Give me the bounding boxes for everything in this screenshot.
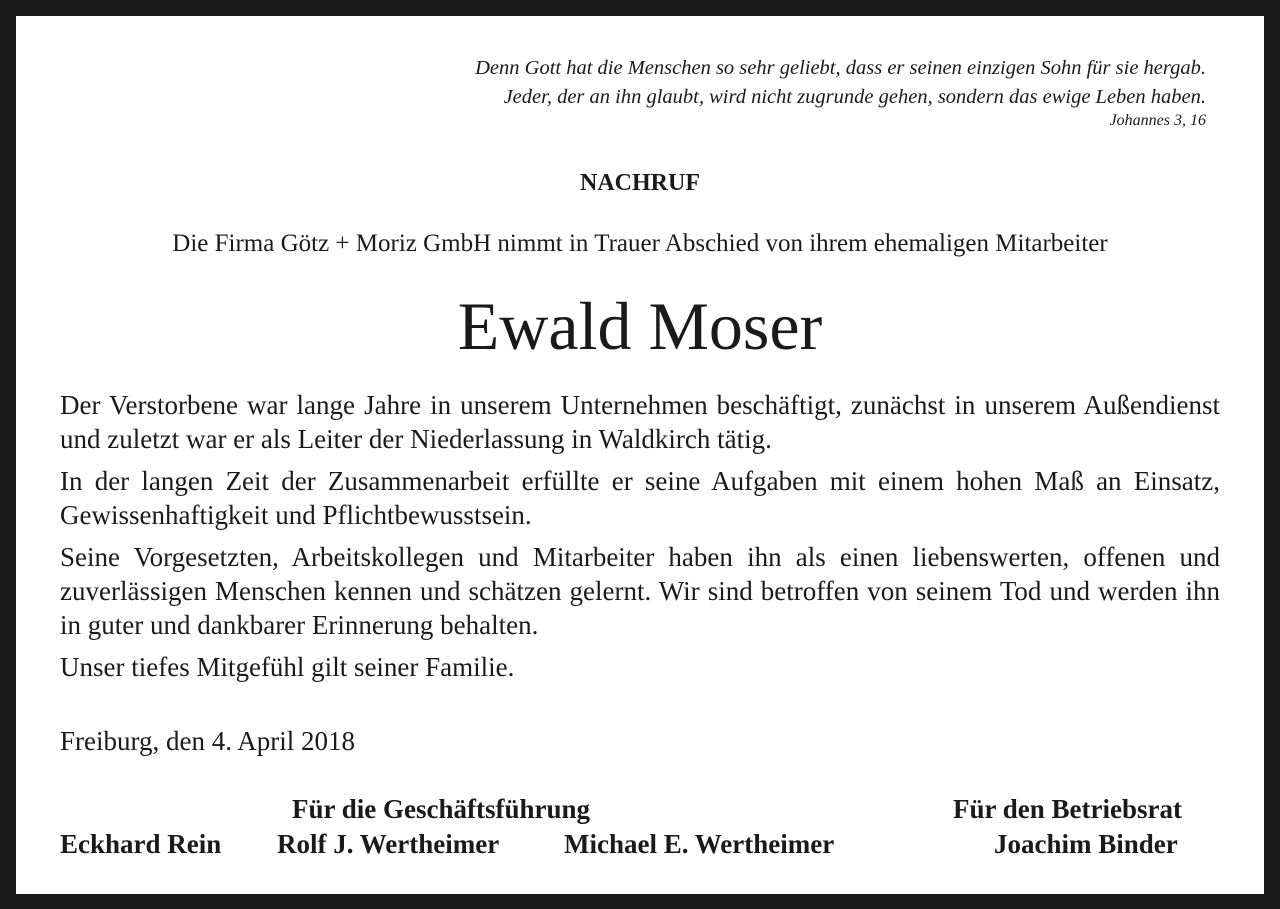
verse-line-2: Jeder, der an ihn glaubt, wird nicht zugrunde gehen, sondern das ewige Leben haben. [503, 86, 1206, 108]
notice-heading: NACHRUF [580, 170, 700, 196]
place-date: Freiburg, den 4. April 2018 [60, 726, 355, 756]
paragraph: Unser tiefes Mitgefühl gilt seiner Familie. [60, 652, 515, 682]
verse-reference: Johannes 3, 16 [1109, 112, 1206, 129]
notice-body [60, 388, 1220, 692]
signatory-name: Michael E. Wertheimer [564, 829, 835, 859]
management-role: Für die Geschäftsführung [292, 794, 591, 824]
signatory-name: Joachim Binder [994, 829, 1178, 859]
obituary-notice [16, 16, 1264, 894]
signatory-name: Rolf J. Wertheimer [277, 829, 500, 859]
paragraph: In der langen Zeit der Zusammenarbeit erfüllte er seine Aufgaben mit einem hohen Maß an Einsatz, Gewissenhaftigkeit und Pflichtbewusstsein. [60, 466, 1220, 530]
intro-line: Die Firma Götz + Moriz GmbH nimmt in Trauer Abschied von ihrem ehemaligen Mitarbeiter [172, 230, 1108, 257]
paragraph: Seine Vorgesetzten, Arbeitskollegen und Mitarbeiter haben ihn als einen liebenswerten, offenen und zuverlässigen Menschen kennen und schätzen gelernt. Wir sind betroffen von seinem Tod und werden ihn in guter und dankbarer Erinnerung behalten. [60, 542, 1220, 640]
deceased-name: Ewald Moser [457, 288, 823, 364]
bible-verse [475, 54, 1206, 112]
paragraph: Der Verstorbene war lange Jahre in unserem Unternehmen beschäftigt, zunächst in unserem Außendienst und zuletzt war er als Leiter der Niederlassung in Waldkirch tätig. [60, 390, 1220, 454]
council-role: Für den Betriebsrat [953, 794, 1182, 824]
verse-line-1: Denn Gott hat die Menschen so sehr geliebt, dass er seinen einzigen Sohn für sie hergab. [475, 57, 1206, 79]
signatory-name: Eckhard Rein [60, 829, 222, 859]
